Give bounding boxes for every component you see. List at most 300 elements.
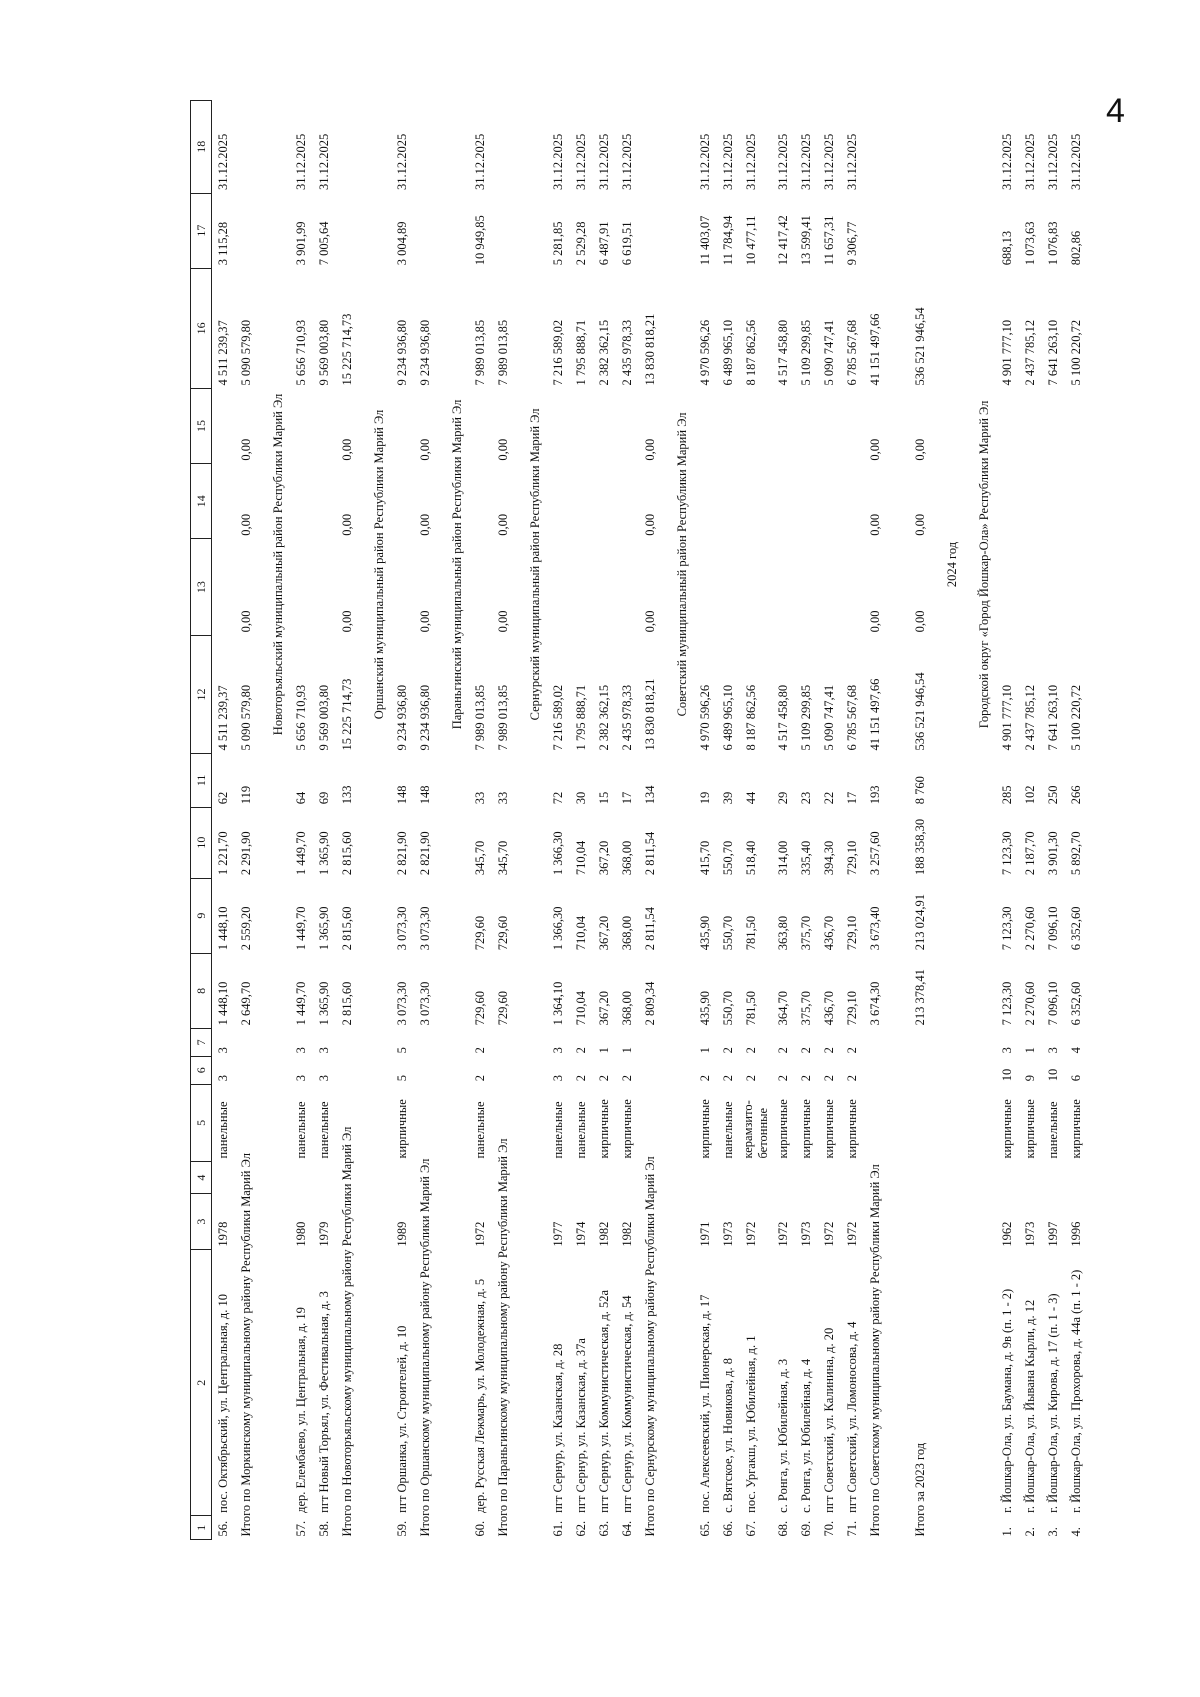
- total-row: [414, 101, 437, 1540]
- value-c10: 7 123,30: [1000, 831, 1014, 876]
- floors: 2: [776, 1074, 790, 1082]
- entrances: 2: [574, 1047, 588, 1054]
- address: пгт Советский, ул. Ломоносова, д. 4: [845, 1321, 859, 1513]
- build-year: 1971: [698, 1221, 712, 1247]
- value-c11: 148: [395, 785, 409, 805]
- total-c16: 5 090 579,80: [239, 319, 253, 386]
- value-c13: [795, 539, 818, 636]
- value-c8: 368,00: [620, 991, 634, 1026]
- col-4: [818, 1162, 841, 1194]
- total-c12: 536 521 946,54: [913, 672, 927, 751]
- value-c16: 4 901 777,10: [1000, 319, 1014, 386]
- total-label: Итого по Моркинскому муниципальному району Республики Марий Эл: [239, 1153, 253, 1537]
- total-c11: 148: [418, 785, 432, 805]
- value-c8: 2 270,60: [1023, 981, 1037, 1026]
- total-c18: [492, 101, 515, 194]
- value-c11: 17: [620, 791, 634, 805]
- value-c17: 11 403,07: [698, 215, 712, 266]
- value-c10: 415,70: [698, 840, 712, 876]
- value-c16: 5 100 220,72: [1069, 319, 1083, 386]
- table-row: [469, 101, 492, 1540]
- value-c12: 2 382 362,15: [597, 684, 611, 751]
- column-number-18: 18: [191, 101, 212, 194]
- value-c11: 30: [574, 791, 588, 805]
- total-c13: 0,00: [239, 610, 253, 633]
- entrances: 3: [551, 1047, 565, 1054]
- spacer: [964, 1028, 996, 1539]
- value-c10: 314,00: [776, 840, 790, 876]
- entrances: 2: [799, 1047, 813, 1054]
- value-c10: 1 366,30: [551, 831, 565, 876]
- value-c16: 5 656 710,93: [294, 319, 308, 386]
- section-title-row: [932, 101, 964, 1540]
- address: пгт Оршанка, ул. Строителей, д. 10: [395, 1325, 409, 1513]
- build-year: 1977: [551, 1221, 565, 1247]
- row-number: 64.: [620, 1520, 634, 1537]
- col-4: [391, 1162, 414, 1194]
- section-title-row: [662, 101, 694, 1540]
- total-c11: 119: [239, 785, 253, 805]
- total-c14: 0,00: [340, 513, 354, 536]
- value-c10: 394,30: [822, 840, 836, 876]
- total-c17: [492, 193, 515, 268]
- value-c11: 69: [317, 791, 331, 805]
- column-number-3: 3: [191, 1194, 212, 1250]
- value-c8: 781,50: [744, 991, 758, 1026]
- value-c14: [1065, 464, 1088, 539]
- value-c14: [547, 464, 570, 539]
- value-c15: [694, 388, 717, 463]
- value-c16: 4 970 596,26: [698, 319, 712, 386]
- address: дер. Русская Лежмарь, ул. Молодежная, д. 5: [473, 1278, 487, 1513]
- wall-material: кирпичные: [776, 1099, 790, 1159]
- value-c11: 44: [744, 791, 758, 805]
- table-row: [313, 101, 336, 1540]
- total-c10: 188 358,30: [913, 818, 927, 876]
- value-c13: [841, 539, 864, 636]
- total-c15: 0,00: [496, 438, 510, 461]
- row-number: 59.: [395, 1520, 409, 1537]
- value-c11: 17: [845, 791, 859, 805]
- value-c8: 435,90: [698, 991, 712, 1026]
- build-year: 1982: [597, 1221, 611, 1247]
- col-4: [313, 1162, 336, 1194]
- value-c15: [616, 388, 639, 463]
- total-c9: 729,60: [496, 915, 510, 951]
- total-c8: 3 073,30: [418, 981, 432, 1026]
- value-c10: 3 901,30: [1046, 831, 1060, 876]
- total-c8: 3 674,30: [868, 981, 882, 1026]
- value-c18: 31.12.2025: [597, 133, 611, 191]
- total-c11: 193: [868, 785, 882, 805]
- total-c16: 9 234 936,80: [418, 319, 432, 386]
- section-title-row: [515, 101, 547, 1540]
- section-title-row: [258, 101, 290, 1540]
- value-c12: 5 090 747,41: [822, 684, 836, 751]
- value-c14: [996, 464, 1019, 539]
- build-year: 1974: [574, 1221, 588, 1247]
- value-c17: 6 619,51: [620, 221, 634, 266]
- wall-material: панельные: [721, 1101, 735, 1159]
- value-c15: [1042, 388, 1065, 463]
- table-row: [570, 101, 593, 1540]
- total-c16: 41 151 497,66: [868, 313, 882, 386]
- value-c8: 729,10: [845, 991, 859, 1026]
- column-number-6: 6: [191, 1056, 212, 1084]
- value-c11: 72: [551, 791, 565, 805]
- value-c16: 2 435 978,33: [620, 319, 634, 386]
- value-c11: 22: [822, 791, 836, 805]
- value-c16: 5 090 747,41: [822, 319, 836, 386]
- value-c9: 368,00: [620, 915, 634, 951]
- value-c17: 688,13: [1000, 230, 1014, 266]
- row-number: 62.: [574, 1520, 588, 1537]
- value-c17: 12 417,42: [776, 215, 790, 266]
- total-c10: 2 815,60: [340, 831, 354, 876]
- value-c9: 729,10: [845, 915, 859, 951]
- total-c14: 0,00: [868, 513, 882, 536]
- entrances: 3: [317, 1047, 331, 1054]
- value-c11: 19: [698, 791, 712, 805]
- value-c12: 9 569 003,80: [317, 684, 331, 751]
- value-c10: 1 449,70: [294, 831, 308, 876]
- value-c8: 375,70: [799, 991, 813, 1026]
- value-c10: 1 221,70: [216, 831, 230, 876]
- entrances: 2: [721, 1047, 735, 1054]
- value-c17: 3 901,99: [294, 221, 308, 266]
- address: г. Йошкар-Ола, ул. Прохорова, д. 44а (п. 1 - 2): [1069, 1269, 1083, 1513]
- address: пгт Сернур, ул. Казанская, д. 37а: [574, 1338, 588, 1513]
- table-row: [818, 101, 841, 1540]
- table-row: [547, 101, 570, 1540]
- col-4: [547, 1162, 570, 1194]
- spacer: [437, 1028, 469, 1539]
- value-c15: [593, 388, 616, 463]
- value-c15: [818, 388, 841, 463]
- value-c16: 9 569 003,80: [317, 319, 331, 386]
- value-c16: 6 489 965,10: [721, 319, 735, 386]
- column-number-8: 8: [191, 953, 212, 1028]
- spacer-row: [887, 101, 909, 1540]
- floors: 2: [574, 1074, 588, 1082]
- value-c13: [772, 539, 795, 636]
- total-c11: 33: [496, 791, 510, 805]
- build-year: 1972: [822, 1221, 836, 1247]
- row-number: 68.: [776, 1520, 790, 1537]
- table-row: [772, 101, 795, 1540]
- value-c18: 31.12.2025: [744, 133, 758, 191]
- value-c10: 550,70: [721, 840, 735, 876]
- value-c10: 518,40: [744, 840, 758, 876]
- entrances: 2: [822, 1047, 836, 1054]
- total-c13: 0,00: [913, 610, 927, 633]
- value-c18: 31.12.2025: [822, 133, 836, 191]
- wall-material: кирпичные: [698, 1099, 712, 1159]
- build-year: 1997: [1046, 1221, 1060, 1247]
- address: пгт Сернур, ул. Коммунистическая, д. 54: [620, 1295, 634, 1513]
- address: пос. Алексеевский, ул. Пионерская, д. 17: [698, 1294, 712, 1513]
- build-year: 1972: [776, 1221, 790, 1247]
- address: г. Йошкар-Ола, ул. Йывана Кырли, д. 12: [1023, 1299, 1037, 1513]
- total-row: [639, 101, 662, 1540]
- value-c8: 1 449,70: [294, 981, 308, 1026]
- value-c16: 7 989 013,85: [473, 319, 487, 386]
- total-c10: 3 257,60: [868, 831, 882, 876]
- total-label: Итого по Параньгинскому муниципальному району Республики Марий Эл: [496, 1138, 510, 1537]
- floors: 2: [845, 1074, 859, 1082]
- value-c17: 11 784,94: [721, 215, 735, 266]
- table-row: [1019, 101, 1042, 1540]
- row-number: 58.: [317, 1520, 331, 1537]
- entrances: 1: [597, 1047, 611, 1054]
- col-4: [469, 1162, 492, 1194]
- total-c8: 729,60: [496, 991, 510, 1026]
- total-c14: 0,00: [496, 513, 510, 536]
- value-c9: 6 352,60: [1069, 906, 1083, 951]
- wall-material: панельные: [574, 1101, 588, 1159]
- entrances: 3: [1000, 1047, 1014, 1054]
- floors: 2: [698, 1074, 712, 1082]
- value-c12: 6 785 567,68: [845, 684, 859, 751]
- value-c12: 5 656 710,93: [294, 684, 308, 751]
- address: пгт Сернур, ул. Коммунистическая, д. 52а: [597, 1289, 611, 1513]
- value-c18: 31.12.2025: [574, 133, 588, 191]
- value-c14: [469, 464, 492, 539]
- table-row: [717, 101, 740, 1540]
- value-c11: 266: [1069, 785, 1083, 805]
- section-title-row: [437, 101, 469, 1540]
- column-number-7: 7: [191, 1028, 212, 1056]
- floors: 3: [317, 1074, 331, 1082]
- row-number: 56.: [216, 1520, 230, 1537]
- wall-material: кирпичные: [597, 1099, 611, 1159]
- floors: 10: [1046, 1068, 1060, 1082]
- value-c9: 363,80: [776, 915, 790, 951]
- value-c15: [391, 388, 414, 463]
- total-c17: [864, 193, 887, 268]
- value-c9: 729,60: [473, 915, 487, 951]
- section-title: Параньгинский муниципальный район Республики Марий Эл: [450, 399, 464, 730]
- table-row: [795, 101, 818, 1540]
- wall-material: керамзито-бетонные: [741, 1100, 770, 1159]
- value-c8: 1 364,10: [551, 981, 565, 1026]
- section-title: Оршанский муниципальный район Республики Марий Эл: [372, 409, 386, 720]
- value-c13: [212, 539, 236, 636]
- value-c18: 31.12.2025: [317, 133, 331, 191]
- total-label: Итого по Новоторъяльскому муниципальному району Республики Марий Эл: [340, 1126, 354, 1537]
- total-c15: 0,00: [418, 438, 432, 461]
- value-c12: 5 109 299,85: [799, 684, 813, 751]
- value-c8: 7 096,10: [1046, 981, 1060, 1026]
- row-number: 63.: [597, 1520, 611, 1537]
- col-4: [841, 1162, 864, 1194]
- total-c18: [639, 101, 662, 194]
- address: г. Йошкар-Ола, ул. Баумана, д. 9в (п. 1 - 2): [1000, 1288, 1014, 1513]
- column-number-16: 16: [191, 268, 212, 388]
- section-title-row: [964, 101, 996, 1540]
- total-c17: [235, 193, 258, 268]
- build-year: 1980: [294, 1221, 308, 1247]
- total-c8: 2 815,60: [340, 981, 354, 1026]
- value-c8: 436,70: [822, 991, 836, 1026]
- value-c12: 7 216 589,02: [551, 684, 565, 751]
- col-4: [717, 1162, 740, 1194]
- value-c17: 3 115,28: [216, 221, 230, 266]
- total-c15: 0,00: [913, 438, 927, 461]
- column-number-5: 5: [191, 1084, 212, 1161]
- value-c17: 2 529,28: [574, 221, 588, 266]
- value-c13: [391, 539, 414, 636]
- value-c17: 13 599,41: [799, 215, 813, 266]
- value-c10: 2 821,90: [395, 831, 409, 876]
- total-c10: 345,70: [496, 840, 510, 876]
- value-c15: [547, 388, 570, 463]
- row-number: 70.: [822, 1520, 836, 1537]
- wall-material: кирпичные: [395, 1099, 409, 1159]
- table-row: [996, 101, 1019, 1540]
- value-c9: 781,50: [744, 915, 758, 951]
- value-c17: 5 281,85: [551, 221, 565, 266]
- column-number-10: 10: [191, 807, 212, 878]
- value-c11: 250: [1046, 785, 1060, 805]
- column-number-row: [191, 101, 212, 1540]
- col-4: [212, 1162, 236, 1194]
- total-c11: 8 760: [913, 776, 927, 805]
- value-c11: 64: [294, 791, 308, 805]
- floors: 2: [721, 1074, 735, 1082]
- value-c9: 3 073,30: [395, 906, 409, 951]
- total-c18: [336, 101, 359, 194]
- floors: 2: [597, 1074, 611, 1082]
- total-c13: 0,00: [868, 610, 882, 633]
- column-number-1: 1: [191, 1516, 212, 1540]
- value-c13: [694, 539, 717, 636]
- build-year: 1972: [845, 1221, 859, 1247]
- section-title: Новоторъяльский муниципальный район Республики Марий Эл: [271, 393, 285, 736]
- value-c11: 62: [216, 791, 230, 805]
- wall-material: кирпичные: [845, 1099, 859, 1159]
- build-year: 1989: [395, 1221, 409, 1247]
- table-row: [391, 101, 414, 1540]
- value-c16: 4 511 239,37: [216, 320, 230, 386]
- value-c16: 7 641 263,10: [1046, 319, 1060, 386]
- total-c9: 2 815,60: [340, 906, 354, 951]
- floors: 5: [395, 1074, 409, 1082]
- total-row: [909, 101, 932, 1540]
- column-number-13: 13: [191, 539, 212, 636]
- value-c16: 2 437 785,12: [1023, 319, 1037, 386]
- col-4: [1042, 1162, 1065, 1194]
- floors: 9: [1023, 1074, 1037, 1082]
- value-c14: [290, 464, 313, 539]
- value-c15: [469, 388, 492, 463]
- total-c17: [414, 193, 437, 268]
- total-c12: 5 090 579,80: [239, 684, 253, 751]
- entrances: 4: [1069, 1047, 1083, 1054]
- address: с. Ронга, ул. Юбилейная, д. 3: [776, 1358, 790, 1513]
- value-c17: 1 073,63: [1023, 221, 1037, 266]
- total-label: Итого по Сернурскому муниципальному району Республики Марий Эл: [643, 1156, 657, 1537]
- section-title: Городской округ «Город Йошкар-Ола» Республики Марий Эл: [977, 400, 991, 729]
- value-c8: 7 123,30: [1000, 981, 1014, 1026]
- value-c18: 31.12.2025: [776, 133, 790, 191]
- total-row: [492, 101, 515, 1540]
- value-c15: [996, 388, 1019, 463]
- row-number: 60.: [473, 1520, 487, 1537]
- col-4: [694, 1162, 717, 1194]
- value-c11: 29: [776, 791, 790, 805]
- value-c10: 367,20: [597, 840, 611, 876]
- wall-material: кирпичные: [620, 1099, 634, 1159]
- address: г. Йошкар-Ола, ул. Кирова, д. 17 (п. 1 - 3): [1046, 1293, 1060, 1513]
- total-c17: [639, 193, 662, 268]
- value-c8: 6 352,60: [1069, 981, 1083, 1026]
- value-c15: [1019, 388, 1042, 463]
- value-c15: [717, 388, 740, 463]
- total-c14: 0,00: [913, 513, 927, 536]
- col-4: [740, 1162, 772, 1194]
- value-c18: 31.12.2025: [294, 133, 308, 191]
- total-c9: 2 811,54: [643, 906, 657, 951]
- value-c14: [391, 464, 414, 539]
- wall-material: кирпичные: [1000, 1099, 1014, 1159]
- value-c15: [313, 388, 336, 463]
- spacer: [359, 1028, 391, 1539]
- total-c15: 0,00: [340, 438, 354, 461]
- value-c17: 802,86: [1069, 230, 1083, 266]
- build-year: 1973: [721, 1221, 735, 1247]
- entrances: 1: [1023, 1047, 1037, 1054]
- value-c14: [212, 464, 236, 539]
- section-title-row: [359, 101, 391, 1540]
- value-c8: 367,20: [597, 991, 611, 1026]
- value-c8: 1 365,90: [317, 981, 331, 1026]
- value-c15: [740, 388, 772, 463]
- housing-register-table: [190, 100, 1088, 1540]
- value-c13: [1019, 539, 1042, 636]
- floors: 3: [294, 1074, 308, 1082]
- entrances: 3: [1046, 1047, 1060, 1054]
- table-row: [616, 101, 639, 1540]
- value-c13: [593, 539, 616, 636]
- address: с. Вятское, ул. Новикова, д. 8: [721, 1358, 735, 1513]
- value-c18: 31.12.2025: [1069, 133, 1083, 191]
- total-c14: 0,00: [418, 513, 432, 536]
- value-c12: 9 234 936,80: [395, 684, 409, 751]
- build-year: 1996: [1069, 1221, 1083, 1247]
- wall-material: панельные: [551, 1101, 565, 1159]
- wall-material: панельные: [317, 1101, 331, 1159]
- value-c16: 7 216 589,02: [551, 319, 565, 386]
- total-c10: 2 811,54: [643, 831, 657, 876]
- col-4: [996, 1162, 1019, 1194]
- col-4: [1019, 1162, 1042, 1194]
- value-c18: 31.12.2025: [845, 133, 859, 191]
- total-c16: 7 989 013,85: [496, 319, 510, 386]
- total-c9: 3 673,40: [868, 906, 882, 951]
- value-c12: 7 641 263,10: [1046, 684, 1060, 751]
- table-row: [290, 101, 313, 1540]
- value-c9: 1 365,90: [317, 906, 331, 951]
- table-row: [694, 101, 717, 1540]
- table-row: [740, 101, 772, 1540]
- value-c14: [593, 464, 616, 539]
- column-number-2: 2: [191, 1250, 212, 1516]
- value-c11: 15: [597, 791, 611, 805]
- column-number-11: 11: [191, 754, 212, 808]
- row-number: 66.: [721, 1520, 735, 1537]
- table-row: [593, 101, 616, 1540]
